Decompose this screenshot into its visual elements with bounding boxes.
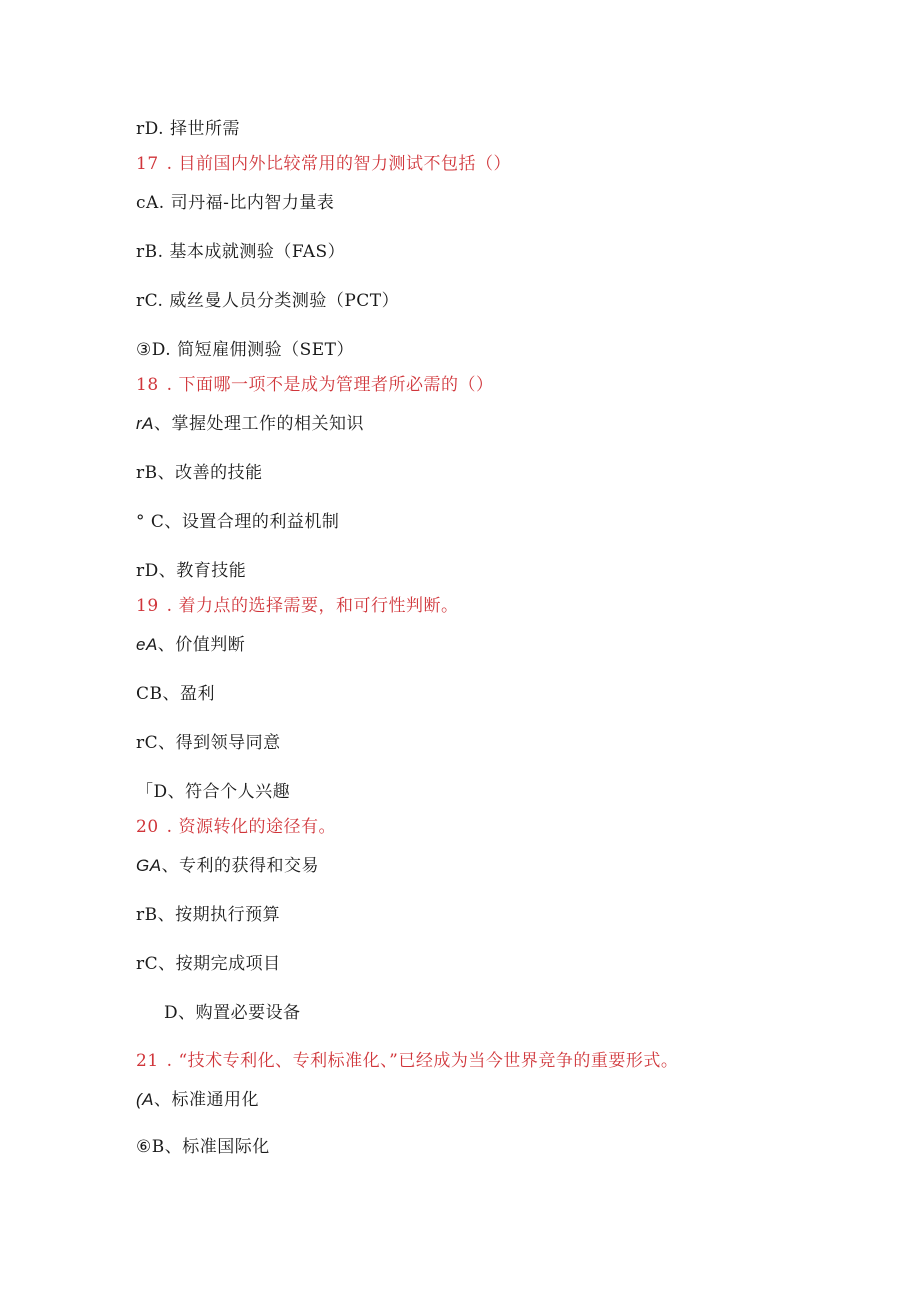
- option-text: rD、教育技能: [136, 561, 247, 581]
- option-16-d: [136, 118, 240, 140]
- option-17-c: [136, 290, 399, 312]
- option-19-d: [136, 781, 290, 803]
- option-text: rB、按期执行预算: [136, 905, 281, 925]
- option-17-a: [136, 192, 334, 214]
- question-number: 21: [136, 1051, 159, 1071]
- question-text: . 目前国内外比较常用的智力测试不包括（）: [166, 154, 511, 174]
- option-21-a: [136, 1089, 259, 1111]
- option-text: ③D. 简短雇佣测验（SET）: [136, 340, 354, 360]
- option-text: ° C、设置合理的利益机制: [136, 512, 340, 532]
- question-17: [136, 153, 511, 175]
- question-21: [136, 1050, 678, 1072]
- option-19-b: [136, 683, 215, 705]
- option-text: cA. 司丹福-比内智力量表: [136, 193, 335, 213]
- option-18-a: [136, 413, 364, 435]
- option-text: rC、得到领导同意: [136, 733, 281, 753]
- question-text: . 下面哪一项不是成为管理者所必需的（）: [166, 375, 494, 395]
- question-number: 17: [136, 154, 159, 174]
- question-number: 20: [136, 817, 159, 837]
- option-18-d: [136, 560, 246, 582]
- option-prefix: rA: [136, 414, 154, 433]
- option-text: ⑥B、标准国际化: [136, 1137, 270, 1157]
- question-number: 19: [136, 596, 159, 616]
- option-text: rC. 威丝曼人员分类测验（PCT）: [136, 291, 400, 311]
- option-text: D、购置必要设备: [164, 1003, 301, 1023]
- option-21-b: [136, 1136, 270, 1158]
- question-number: 18: [136, 375, 159, 395]
- option-text: rC、按期完成项目: [136, 954, 281, 974]
- option-19-a: [136, 634, 245, 656]
- question-text: . “技术专利化、专利标准化、”已经成为当今世界竞争的重要形式。: [166, 1051, 679, 1071]
- option-prefix: GA: [136, 856, 162, 875]
- option-19-c: [136, 732, 281, 754]
- option-17-d: [136, 339, 354, 361]
- option-prefix: (A: [136, 1090, 154, 1109]
- option-text: 、标准通用化: [154, 1090, 259, 1110]
- question-20: [136, 816, 336, 838]
- option-text: 、价值判断: [157, 635, 246, 655]
- option-text: 「D、符合个人兴趣: [136, 782, 291, 802]
- option-text: rB、改善的技能: [136, 463, 263, 483]
- option-17-b: [136, 241, 345, 263]
- option-prefix: eA: [136, 635, 158, 654]
- option-text: 、专利的获得和交易: [161, 856, 320, 876]
- option-20-b: [136, 904, 280, 926]
- question-18: [136, 374, 493, 396]
- option-18-c: [136, 511, 339, 533]
- question-19: [136, 595, 458, 617]
- option-text: rD. 择世所需: [136, 119, 240, 139]
- option-text: rB. 基本成就测验（FAS）: [136, 242, 346, 262]
- question-text: . 资源转化的途径有。: [166, 817, 336, 837]
- question-text: . 着力点的选择需要，和可行性判断。: [166, 596, 459, 616]
- option-text: CB、盈利: [136, 684, 215, 704]
- option-20-a: [136, 855, 319, 877]
- option-20-d: [164, 1002, 301, 1024]
- option-text: 、掌握处理工作的相关知识: [154, 414, 364, 434]
- option-18-b: [136, 462, 263, 484]
- option-20-c: [136, 953, 281, 975]
